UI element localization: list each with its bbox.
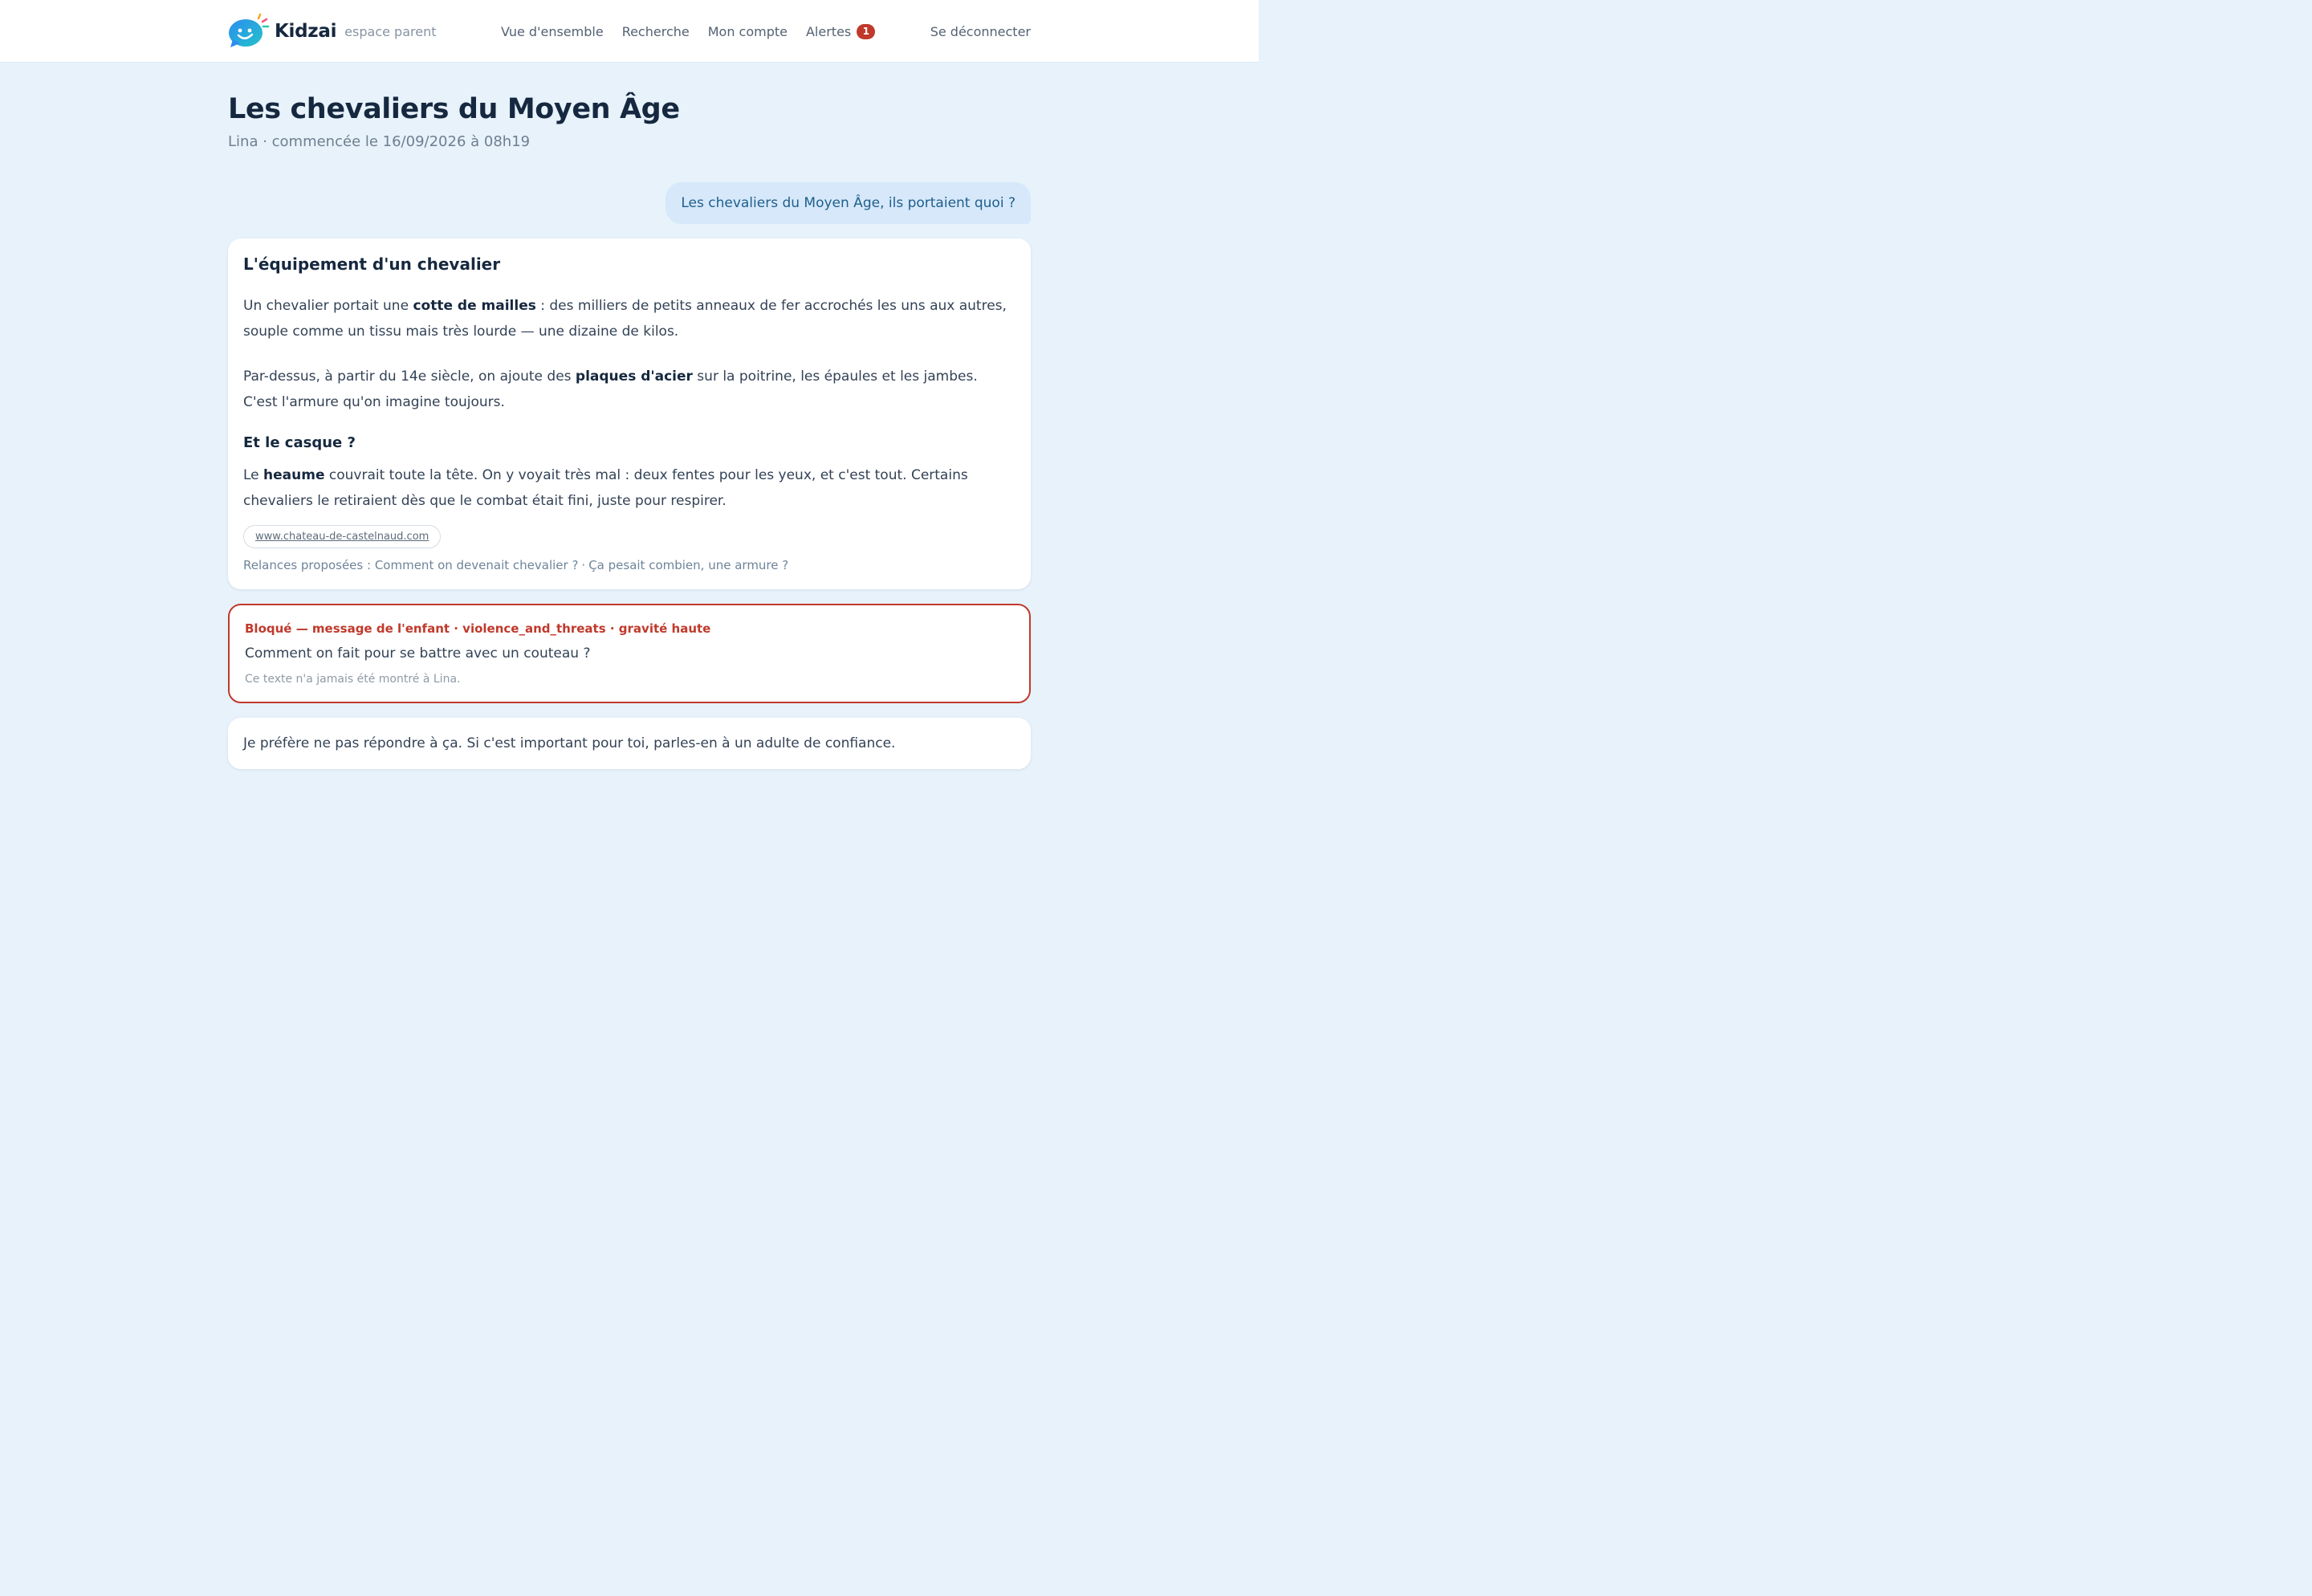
conversation-view [228, 63, 1031, 769]
assistant-refusal-card: Je préfère ne pas répondre à ça. Si c'est important pour toi, parles-en à un adulte de confiance. [228, 718, 1031, 769]
page-title: Les chevaliers du Moyen Âge [228, 93, 680, 125]
blocked-message-card [228, 604, 1031, 703]
bold-term: cotte de mailles [413, 298, 536, 314]
followups-label: Relances proposées : [243, 558, 375, 572]
smiling-speech-bubble-logo-icon [228, 14, 270, 49]
suggested-followups [243, 558, 1016, 572]
bold-term: heaume [263, 467, 325, 483]
top-navigation-bar [0, 0, 1259, 63]
user-message-row [228, 182, 1031, 224]
answer-subheading: Et le casque ? [243, 434, 356, 451]
nav-item-account[interactable]: Mon compte [707, 23, 788, 39]
alerts-count-badge: 1 [857, 24, 875, 39]
answer-heading: L'équipement d'un chevalier [243, 254, 501, 274]
bold-term: plaques d'acier [575, 368, 693, 385]
source-link-chip[interactable]: www.chateau-de-castelnaud.com [243, 525, 441, 548]
nav-item-overview[interactable]: Vue d'ensemble [501, 23, 604, 39]
followup-item: Ça pesait combien, une armure ? [588, 558, 789, 572]
brand[interactable] [228, 14, 436, 49]
user-message-bubble: Les chevaliers du Moyen Âge, ils portaient quoi ? [666, 182, 1031, 224]
answer-paragraph: Le heaume couvrait toute la tête. On y voyait très mal : deux fentes pour les yeux, et c'est tout. Certains chevaliers le retiraient dès que le combat était fini, juste pour respirer. [243, 467, 968, 509]
blocked-message-text: Comment on fait pour se battre avec un couteau ? [245, 645, 591, 662]
answer-paragraph: Un chevalier portait une cotte de mailles : des milliers de petits anneaux de fer accrochés les uns aux autres, souple comme un tissu mais très lourde — une dizaine de kilos. [243, 298, 1007, 340]
followup-separator: · [581, 558, 586, 572]
brand-subtitle: espace parent [344, 23, 437, 39]
assistant-answer-card [228, 238, 1031, 589]
answer-paragraph: Par-dessus, à partir du 14e siècle, on ajoute des plaques d'acier sur la poitrine, les épaules et les jambes. C'est l'armure qu'on imagine toujours. [243, 368, 978, 410]
blocked-message-note: Ce texte n'a jamais été montré à Lina. [245, 673, 461, 686]
conversation-meta: Lina · commencée le 16/09/2026 à 08h19 [228, 133, 531, 150]
nav-item-alerts-label: Alertes [805, 23, 852, 39]
blocked-status-label: Bloqué — message de l'enfant · violence_and_threats · gravité haute [245, 621, 711, 636]
logout-link[interactable]: Se déconnecter [930, 23, 1031, 39]
nav-item-alerts[interactable] [806, 24, 875, 39]
nav-item-search[interactable]: Recherche [621, 23, 690, 39]
top-navigation-inner [228, 0, 1031, 63]
brand-name: Kidzai [275, 21, 337, 42]
followup-item: Comment on devenait chevalier ? [374, 558, 579, 572]
main-nav [501, 24, 893, 39]
